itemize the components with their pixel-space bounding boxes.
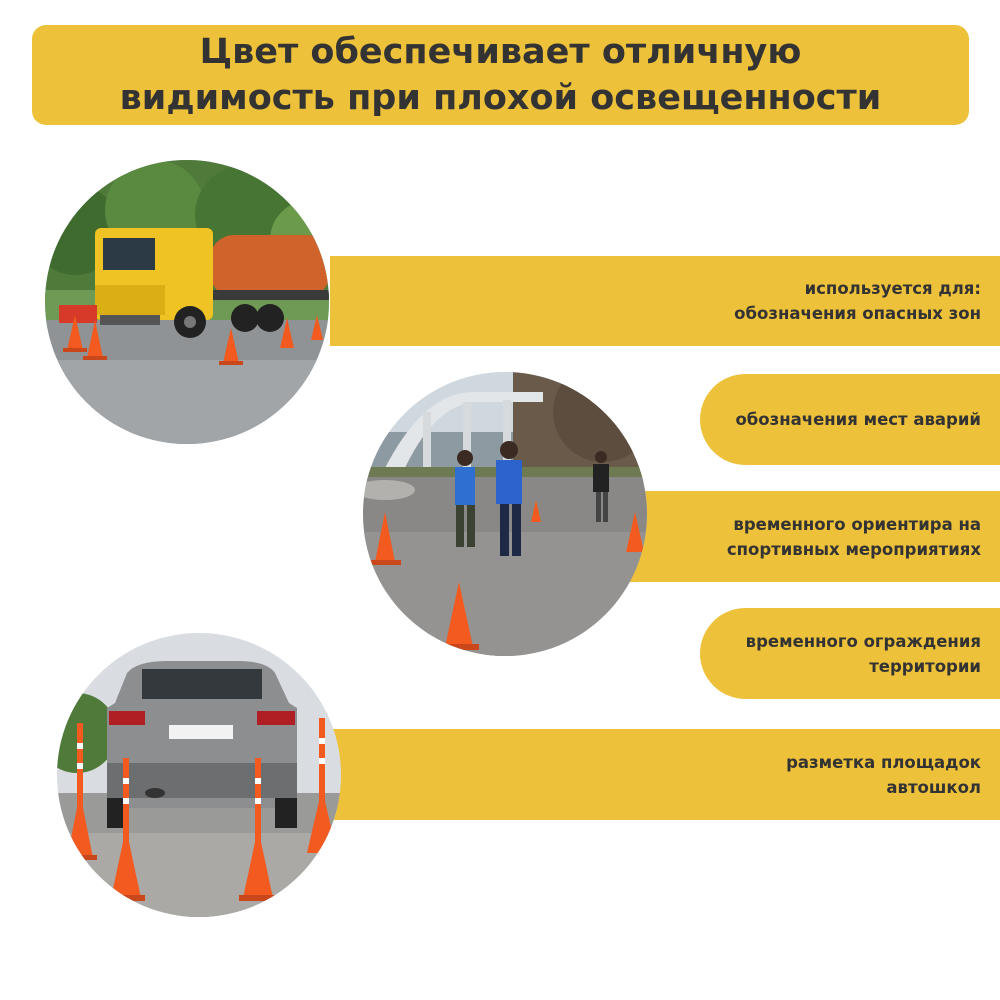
use-band-sport-events (600, 491, 1000, 582)
use-band-hazard-zones (330, 256, 1000, 346)
photo-car-delineator-posts (57, 633, 341, 917)
photo-runners-cones (363, 372, 647, 656)
use-band-accident-sites (700, 374, 1000, 465)
use-band-hazard-zones-line-2: обозначения опасных зон (734, 304, 981, 323)
use-band-sport-events-line-1: временного ориентира на (733, 514, 981, 534)
use-band-territory-fencing-line-2: территории (869, 656, 981, 676)
photo-tanker-truck-cones (45, 160, 329, 444)
use-band-driving-school (330, 729, 1000, 820)
title-line-2: видимость при плохой освещенности (119, 78, 882, 118)
use-band-driving-school-line-1: разметка площадок (786, 752, 981, 772)
use-band-territory-fencing-line-1: временного ограждения (745, 631, 981, 651)
title-line-1: Цвет обеспечивает отличную (199, 32, 802, 72)
use-band-driving-school-line-2: автошкол (886, 777, 981, 797)
use-band-territory-fencing (700, 608, 1000, 699)
use-band-sport-events-line-2: спортивных мероприятиях (726, 539, 981, 559)
title-banner (32, 25, 969, 125)
use-band-accident-sites-line-1: обозначения мест аварий (735, 410, 981, 429)
use-band-hazard-zones-line-1: используется для: (804, 279, 981, 298)
